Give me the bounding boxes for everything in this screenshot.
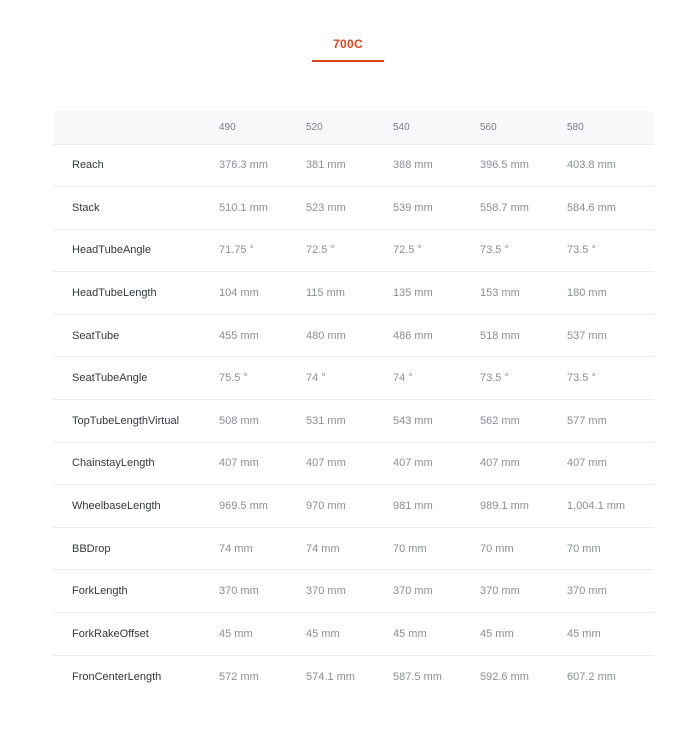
row-label: BBDrop: [72, 542, 111, 555]
table-cell: 407 mm: [567, 457, 607, 470]
size-header: 580: [567, 121, 584, 133]
table-cell: 981 mm: [393, 500, 433, 513]
table-cell: 370 mm: [219, 585, 259, 598]
table-cell: 574.1 mm: [306, 670, 355, 683]
table-cell: 537 mm: [567, 329, 607, 342]
table-cell: 572 mm: [219, 670, 259, 683]
table-cell: 72.5 °: [393, 244, 422, 257]
table-cell: 376.3 mm: [219, 159, 268, 172]
table-cell: 71.75 °: [219, 244, 254, 257]
table-cell: 508 mm: [219, 414, 259, 427]
table-cell: 370 mm: [567, 585, 607, 598]
table-cell: 407 mm: [480, 457, 520, 470]
table-row: [53, 485, 654, 528]
table-cell: 115 mm: [306, 287, 345, 300]
table-cell: 577 mm: [567, 414, 607, 427]
table-cell: 45 mm: [393, 627, 427, 640]
header-row: [53, 111, 654, 144]
row-label: Reach: [72, 159, 104, 172]
table-cell: 407 mm: [306, 457, 346, 470]
table-cell: 1,004.1 mm: [567, 500, 626, 513]
table-row: [53, 357, 654, 400]
table-cell: 531 mm: [306, 414, 346, 427]
table-cell: 45 mm: [480, 627, 514, 640]
table-cell: 989.1 mm: [480, 500, 529, 513]
wheel-size-tab-bar: [0, 0, 678, 70]
row-label: WheelbaseLength: [72, 500, 161, 513]
row-label: FronCenterLength: [72, 670, 162, 683]
size-header: 520: [306, 121, 323, 133]
row-label: TopTubeLengthVirtual: [72, 414, 180, 427]
geometry-table-header: [53, 111, 654, 144]
table-cell: 153 mm: [480, 287, 520, 300]
table-row: [53, 187, 654, 230]
row-label: SeatTubeAngle: [72, 372, 148, 385]
table-cell: 587.5 mm: [393, 670, 442, 683]
row-label: ForkLength: [72, 585, 128, 598]
table-cell: 486 mm: [393, 329, 433, 342]
table-cell: 510.1 mm: [219, 201, 268, 214]
table-row: [53, 229, 654, 272]
table-cell: 523 mm: [306, 201, 346, 214]
geometry-table-body: [53, 144, 654, 698]
size-header: 560: [480, 121, 497, 133]
table-cell: 73.5 °: [567, 372, 596, 385]
header-label-cell: [53, 111, 219, 144]
row-label: HeadTubeLength: [72, 287, 157, 300]
table-cell: 70 mm: [393, 542, 427, 555]
table-cell: 45 mm: [306, 627, 340, 640]
table-cell: 73.5 °: [567, 244, 596, 257]
table-cell: 539 mm: [393, 201, 433, 214]
table-cell: 73.5 °: [480, 244, 509, 257]
table-cell: 104 mm: [219, 287, 259, 300]
table-cell: 970 mm: [306, 500, 346, 513]
table-row: [53, 314, 654, 357]
table-cell: 558.7 mm: [480, 201, 529, 214]
table-cell: 455 mm: [219, 329, 259, 342]
table-cell: 370 mm: [480, 585, 520, 598]
table-cell: 407 mm: [393, 457, 433, 470]
row-label: SeatTube: [72, 329, 120, 342]
table-cell: 45 mm: [219, 627, 253, 640]
tab-700c[interactable]: [312, 28, 384, 62]
geometry-table: [53, 111, 654, 698]
table-cell: 388 mm: [393, 159, 433, 172]
table-cell: 562 mm: [480, 414, 520, 427]
table-cell: 370 mm: [306, 585, 346, 598]
table-cell: 74 mm: [219, 542, 253, 555]
table-cell: 135 mm: [393, 287, 433, 300]
size-header: 490: [219, 121, 236, 133]
table-cell: 74 °: [393, 372, 413, 385]
row-label: ChainstayLength: [72, 457, 155, 470]
row-label: ForkRakeOffset: [72, 627, 149, 640]
table-cell: 592.6 mm: [480, 670, 529, 683]
table-cell: 72.5 °: [306, 244, 335, 257]
table-row: [53, 144, 654, 187]
table-cell: 543 mm: [393, 414, 433, 427]
table-row: [53, 570, 654, 613]
table-row: [53, 527, 654, 570]
table-cell: 396.5 mm: [480, 159, 529, 172]
table-cell: 370 mm: [393, 585, 433, 598]
table-cell: 45 mm: [567, 627, 601, 640]
table-cell: 74 °: [306, 372, 326, 385]
table-cell: 407 mm: [219, 457, 259, 470]
tab-700c-label: 700C: [333, 37, 363, 51]
table-cell: 180 mm: [567, 287, 607, 300]
table-cell: 969.5 mm: [219, 500, 268, 513]
size-header: 540: [393, 121, 410, 133]
table-cell: 584.6 mm: [567, 201, 616, 214]
table-cell: 75.5 °: [219, 372, 248, 385]
row-label: HeadTubeAngle: [72, 244, 152, 257]
table-cell: 381 mm: [306, 159, 346, 172]
table-cell: 70 mm: [567, 542, 601, 555]
table-row: [53, 442, 654, 485]
table-row: [53, 613, 654, 656]
table-cell: 74 mm: [306, 542, 340, 555]
row-label: Stack: [72, 201, 100, 214]
table-row: [53, 655, 654, 698]
table-cell: 518 mm: [480, 329, 520, 342]
table-cell: 480 mm: [306, 329, 346, 342]
tab-active-indicator: [312, 60, 384, 62]
table-cell: 607.2 mm: [567, 670, 616, 683]
table-cell: 73.5 °: [480, 372, 509, 385]
table-row: [53, 400, 654, 443]
table-row: [53, 272, 654, 315]
table-cell: 403.8 mm: [567, 159, 616, 172]
table-cell: 70 mm: [480, 542, 514, 555]
